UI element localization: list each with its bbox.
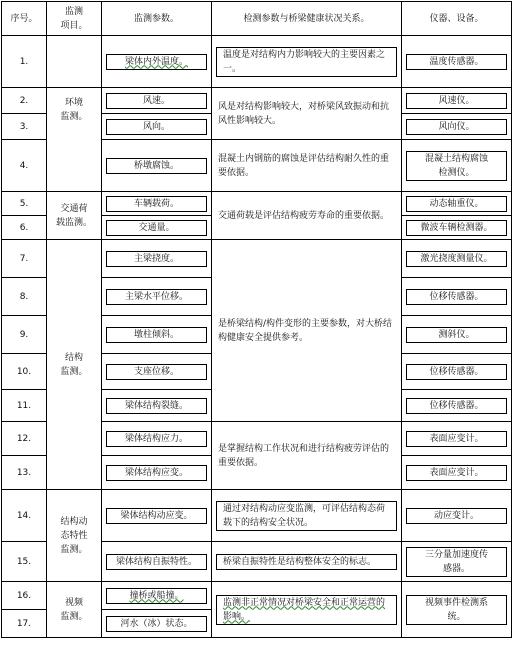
row-seq: 11. bbox=[2, 390, 47, 422]
instrument-cell: 混凝土结构腐蚀 检测仪。 bbox=[406, 151, 507, 181]
row-seq: 13. bbox=[2, 456, 47, 490]
row-seq: 10. bbox=[2, 354, 47, 390]
row-seq: 4. bbox=[2, 140, 47, 192]
header-relation: 检测参数与桥梁健康状况关系。 bbox=[212, 2, 402, 36]
param-cell: 梁体结构自振特性。 bbox=[106, 554, 207, 570]
row-seq: 12. bbox=[2, 422, 47, 456]
param-cell: 梁体结构裂缝。 bbox=[106, 398, 207, 414]
param-cell: 梁体结构应变。 bbox=[106, 465, 207, 481]
relation-cell: 监测非正常情况对桥梁安全和正常运营的影响。 bbox=[223, 597, 386, 622]
header-row bbox=[2, 2, 512, 36]
category-dynamic: 结构动 态特性 监测。 bbox=[47, 490, 102, 582]
param-cell: 梁体结构应力。 bbox=[106, 431, 207, 447]
instrument-cell: 位移传感器。 bbox=[406, 289, 507, 305]
header-param: 监测参数。 bbox=[102, 2, 212, 36]
row-seq: 16. bbox=[2, 582, 47, 610]
relation-cell: 通过对结构动应变监测，可评估结构态荷载下的结构安全状况。 bbox=[216, 501, 397, 531]
instrument-cell: 位移传感器。 bbox=[406, 364, 507, 380]
row-seq: 8. bbox=[2, 278, 47, 316]
relation-cell: 是桥梁结构/构件变形的主要参数，对大桥结构健康安全提供参考。 bbox=[212, 240, 402, 422]
monitoring-table bbox=[1, 1, 512, 638]
relation-cell: 交通荷载是评估结构疲劳寿命的重要依据。 bbox=[212, 192, 402, 240]
instrument-cell: 温度传感器。 bbox=[406, 54, 507, 70]
row-seq: 5. bbox=[2, 192, 47, 216]
row-seq: 3. bbox=[2, 114, 47, 140]
instrument-cell: 动态轴重仪。 bbox=[406, 196, 507, 212]
row-seq: 17. bbox=[2, 610, 47, 638]
param-cell: 河水（冰）状态。 bbox=[106, 616, 207, 632]
relation-cell: 混凝土内钢筋的腐蚀是评估结构耐久性的重要依据。 bbox=[212, 140, 402, 192]
category-video: 视频 监测。 bbox=[47, 582, 102, 638]
relation-cell: 风是对结构影响较大，对桥梁风致振动和抗风性影响较大。 bbox=[212, 88, 402, 140]
param-cell: 风速。 bbox=[106, 93, 207, 109]
row-seq: 6. bbox=[2, 216, 47, 240]
instrument-cell: 表面应变计。 bbox=[406, 465, 507, 481]
param-cell: 主梁挠度。 bbox=[106, 251, 207, 267]
header-seq: 序号。 bbox=[2, 2, 47, 36]
category-env: 环境 监测。 bbox=[47, 88, 102, 192]
category-env-top bbox=[47, 36, 102, 88]
instrument-cell: 视频事件检测系 统。 bbox=[406, 595, 507, 625]
param-cell: 支座位移。 bbox=[106, 364, 207, 380]
param-cell: 梁体结构动应变。 bbox=[106, 508, 207, 524]
row-seq: 9. bbox=[2, 316, 47, 354]
instrument-cell: 三分量加速度传 感器。 bbox=[406, 547, 507, 577]
instrument-cell: 风速仪。 bbox=[406, 93, 507, 109]
row-seq: 14. bbox=[2, 490, 47, 542]
relation-cell: 桥梁自振特性是结构整体安全的标志。 bbox=[216, 554, 397, 570]
category-struct: 结构 监测。 bbox=[47, 240, 102, 490]
instrument-cell: 动应变计。 bbox=[406, 508, 507, 524]
instrument-cell: 表面应变计。 bbox=[406, 431, 507, 447]
table-row bbox=[2, 36, 512, 88]
param-cell: 墩柱倾斜。 bbox=[106, 327, 207, 343]
relation-cell: 温度是对结构内力影响较大的主要因素之一。 bbox=[216, 47, 397, 77]
header-category: 监测 项目。 bbox=[47, 2, 102, 36]
param-cell: 车辆载荷。 bbox=[106, 196, 207, 212]
table-row bbox=[2, 490, 512, 542]
table-row bbox=[2, 88, 512, 114]
param-cell: 主梁水平位移。 bbox=[106, 289, 207, 305]
param-cell: 撞桥或船撞。 bbox=[129, 590, 184, 601]
instrument-cell: 测斜仪。 bbox=[406, 327, 507, 343]
row-seq: 15. bbox=[2, 542, 47, 582]
row-seq: 2. bbox=[2, 88, 47, 114]
param-cell: 梁体内外温度。 bbox=[124, 56, 188, 67]
instrument-cell: 风向仪。 bbox=[406, 119, 507, 135]
table-row bbox=[2, 582, 512, 610]
instrument-cell: 微波车辆检测器。 bbox=[406, 220, 507, 236]
header-instrument: 仪器、设备。 bbox=[402, 2, 512, 36]
table-row bbox=[2, 240, 512, 278]
instrument-cell: 激光挠度测量仪。 bbox=[406, 251, 507, 267]
param-cell: 交通量。 bbox=[106, 220, 207, 236]
instrument-cell: 位移传感器。 bbox=[406, 398, 507, 414]
table-row bbox=[2, 192, 512, 216]
param-cell: 桥墩腐蚀。 bbox=[106, 158, 207, 174]
category-traffic: 交通荷 载监测。 bbox=[47, 192, 102, 240]
relation-cell: 是掌握结构工作状况和进行结构疲劳评估的重要依据。 bbox=[212, 422, 402, 490]
row-seq: 7. bbox=[2, 240, 47, 278]
param-cell: 风向。 bbox=[106, 119, 207, 135]
row-seq: 1. bbox=[2, 36, 47, 88]
